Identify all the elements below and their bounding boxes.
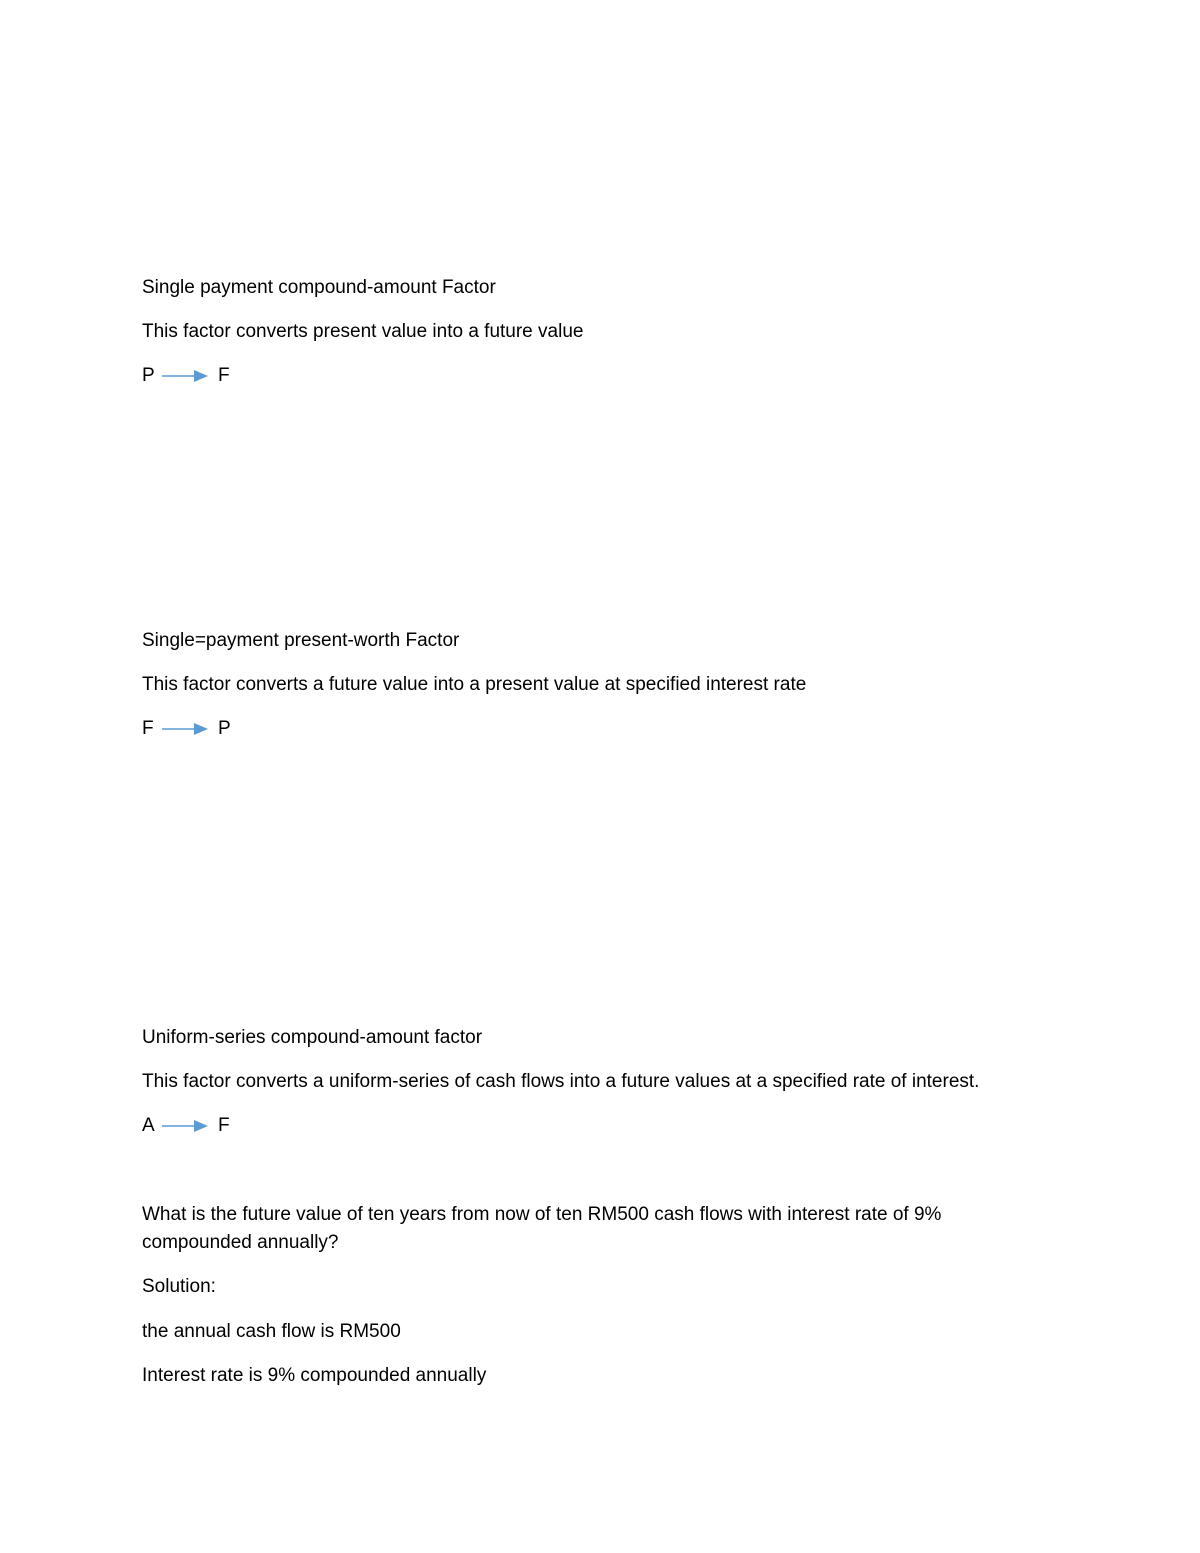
- from-symbol: F: [142, 718, 154, 739]
- solution-label: Solution:: [142, 1276, 216, 1297]
- conversion-row: [142, 362, 230, 390]
- conversion-row: [142, 715, 231, 743]
- right-arrow-icon: [162, 369, 208, 383]
- solution-line: the annual cash flow is RM500: [142, 1321, 401, 1342]
- from-symbol: A: [142, 1115, 155, 1136]
- to-symbol: F: [218, 365, 230, 386]
- section-description: This factor converts a future value into a present value at specified interest rate: [142, 674, 807, 695]
- right-arrow-icon: [162, 722, 208, 736]
- solution-line: Interest rate is 9% compounded annually: [142, 1365, 487, 1386]
- section-title: Single=payment present-worth Factor: [142, 630, 460, 651]
- conversion-row: [142, 1112, 230, 1140]
- section-description: This factor converts present value into a future value: [142, 321, 584, 342]
- section-title: Uniform-series compound-amount factor: [142, 1027, 483, 1048]
- right-arrow-icon: [162, 1119, 208, 1133]
- from-symbol: P: [142, 365, 155, 386]
- to-symbol: F: [218, 1115, 230, 1136]
- section-title: Single payment compound-amount Factor: [142, 277, 496, 298]
- question-text: What is the future value of ten years from now of ten RM500 cash flows with interest rate of 9% compounded annually?: [142, 1204, 942, 1253]
- section-description: This factor converts a uniform-series of cash flows into a future values at a specified rate of interest.: [142, 1071, 980, 1092]
- to-symbol: P: [218, 718, 231, 739]
